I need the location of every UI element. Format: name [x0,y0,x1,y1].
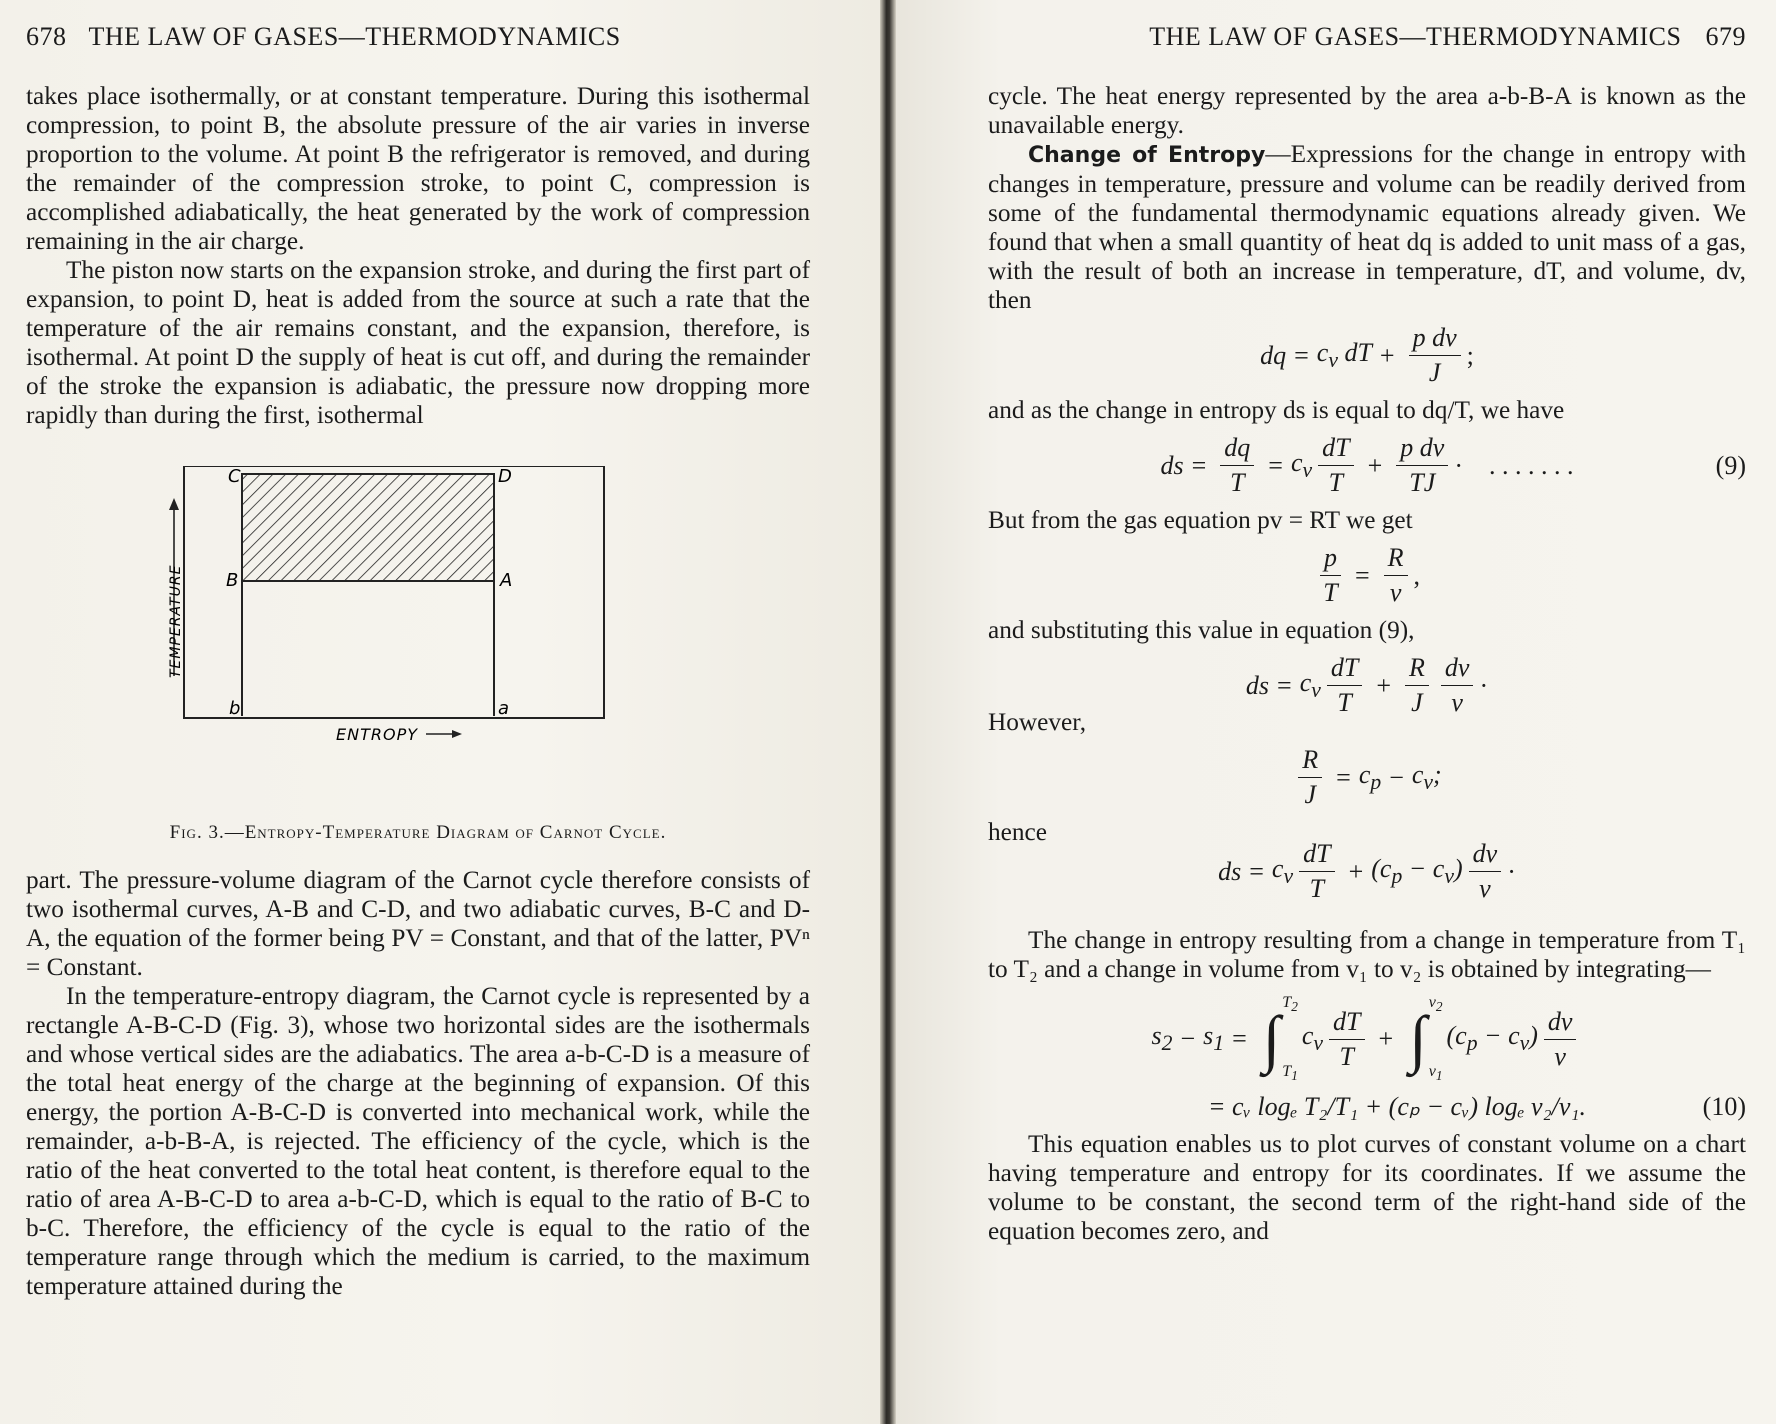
book-gutter [880,0,896,1424]
point-D: D [498,466,512,487]
entropy-arrowhead [452,730,462,738]
section-heading-change-of-entropy: Change of Entropy [1028,143,1266,168]
temperature-arrowhead [169,498,179,510]
right-paragraph-7: hence [988,818,1047,846]
right-paragraph-5: and substituting this value in equation (9), [988,616,1415,644]
figure-caption: Fig. 3.—Entropy-Temperature Diagram of Carnot Cycle. [169,822,667,843]
left-page-number: 678 [26,22,67,51]
x-axis-label: ENTROPY [336,725,418,744]
equation-ds-cp-cv: ds = $c_v$ $\frac{dT}{T}$ + $(c_p - c_v)$ $\frac{dv}{v}$ · [1218,839,1516,903]
point-B: B [226,570,239,591]
figure-3-diagram [26,466,810,816]
right-page-number: 679 [1705,22,1746,51]
left-paragraph-2: The piston now starts on the expansion stroke, and during the first part of expansion, to point D, heat is added from the source at such a rate that the temperature of the air remains constant, and the expansion, therefore, is isothermal. At point D the supply of heat is cut off, and during the remainder of the stroke the expansion is adiabatic, the pressure now dropping more rapidly than during the first, isothermal [26,256,810,429]
equation-ds-R: ds = $c_v$ $\frac{dT}{T}$ + $\frac{R}{J}$ $\frac{dv}{v}$ · [1245,653,1489,717]
point-C: C [228,466,241,487]
right-running-head [988,22,1746,52]
point-a: a [498,698,510,719]
equation-R-over-J: $\frac{R}{J}$ = $c_p$ − $c_v$; [988,745,1746,810]
right-page [896,0,1776,1424]
left-page [0,0,880,1424]
right-paragraph-8: The change in entropy resulting from a change in temperature from T₁ to T₂ and a change in volume from v₁ to v₂ is obtained by integrating— [988,926,1746,983]
equation-10-integral: $s_2$ − $s_1$ = ∫ $T_2$ $T_1$ $c_v$ $\frac{dT}{T}$ + ∫ $v_2$ $v_1$ $(c_p - c_v)$ $\frac{dv}{v}$ [988,994,1746,1084]
equation-10-number: (10) [1702,1092,1746,1121]
right-paragraph-3: and as the change in entropy ds is equal to dq/T, we have [988,396,1565,424]
right-paragraph-4: But from the gas equation pv = RT we get [988,506,1413,534]
right-paragraph-6: However, [988,708,1087,736]
right-paragraph-1: cycle. The heat energy represented by the area a-b-B-A is known as the unavailable energy. [988,82,1746,139]
equation-9: ds = $\frac{dq}{T}$ = $c_v$ $\frac{dT}{T}$ + $\frac{\text{p dv}}{TJ}$ · . . . . . . . (9) [1160,433,1746,497]
left-paragraph-4: In the temperature-entropy diagram, the Carnot cycle is represented by a rectangle A-B-C-D (Fig. 3), whose two horizontal sides are the isothermals and whose vertical sides are the adiabatics. The area a-b-C-D is a measure of the total heat energy of the charge at the beginning of expansion. Of this energy, the portion A-B-C-D is converted into mechanical work, while the remainder, a-b-B-A, is rejected. The efficiency of the cycle, which is the ratio of the heat converted to the total heat content, is therefore equal to the ratio of area A-B-C-D to area a-b-C-D, which is equal to the ratio of B-C to b-C. Therefore, the efficiency of the cycle is equal to the ratio of the temperature range through which the medium is carried, to the maximum temperature attained during the [26,982,810,1300]
work-area-hatched [242,474,494,581]
left-running-title: THE LAW OF GASES—THERMODYNAMICS [88,22,621,51]
point-A: A [500,570,513,591]
equation-p-over-T: $\frac{p}{T}$ = $\frac{R}{v}$ , [988,543,1746,608]
entropy-temperature-diagram [26,466,810,816]
y-axis-label: TEMPERATURE [168,564,184,678]
left-paragraph-3: part. The pressure-volume diagram of the Carnot cycle therefore consists of two isothermal curves, A-B and C-D, and two adiabatic curves, B-C and D-A, the equation of the former being PV = Constant, and that of the latter, PVⁿ = Constant. [26,866,810,981]
equation-9-number: (9) [1715,450,1746,480]
point-b: b [229,698,241,719]
equation-dq: dq = $c_v$ dT + $\frac{\text{p dv}}{J}$ ; [1260,323,1474,387]
left-running-head [26,22,810,52]
right-paragraph-2-body: —Expressions for the change in entropy with changes in temperature, pressure and volume can be readily derived from some of the fundamental thermodynamic equations already given. We found that when a small quantity of heat dq is added to unit mass of a gas, with the result of both an increase in temperature, dT, and volume, dv, then [988,140,1746,314]
equation-10-line2: = cᵥ logₑ T₂/T₁ + (cₚ − cᵥ) logₑ v₂/v₁. [1208,1092,1586,1121]
right-paragraph-9: This equation enables us to plot curves of constant volume on a chart having temperature and entropy for its coordinates. If we assume the volume to be constant, the second term of the right-hand side of the equation becomes zero, and [988,1130,1746,1245]
left-paragraph-1: takes place isothermally, or at constant temperature. During this isothermal compression, to point B, the absolute pressure of the air varies in inverse proportion to the volume. At point B the refrigerator is removed, and during the remainder of the compression stroke, to point C, compression is accomplished adiabatically, the heat generated by the work of compression remaining in the air charge. [26,82,810,255]
right-running-title: THE LAW OF GASES—THERMODYNAMICS [1149,22,1682,51]
right-paragraph-2 [988,140,1746,315]
equation-10-result [988,1092,1746,1122]
